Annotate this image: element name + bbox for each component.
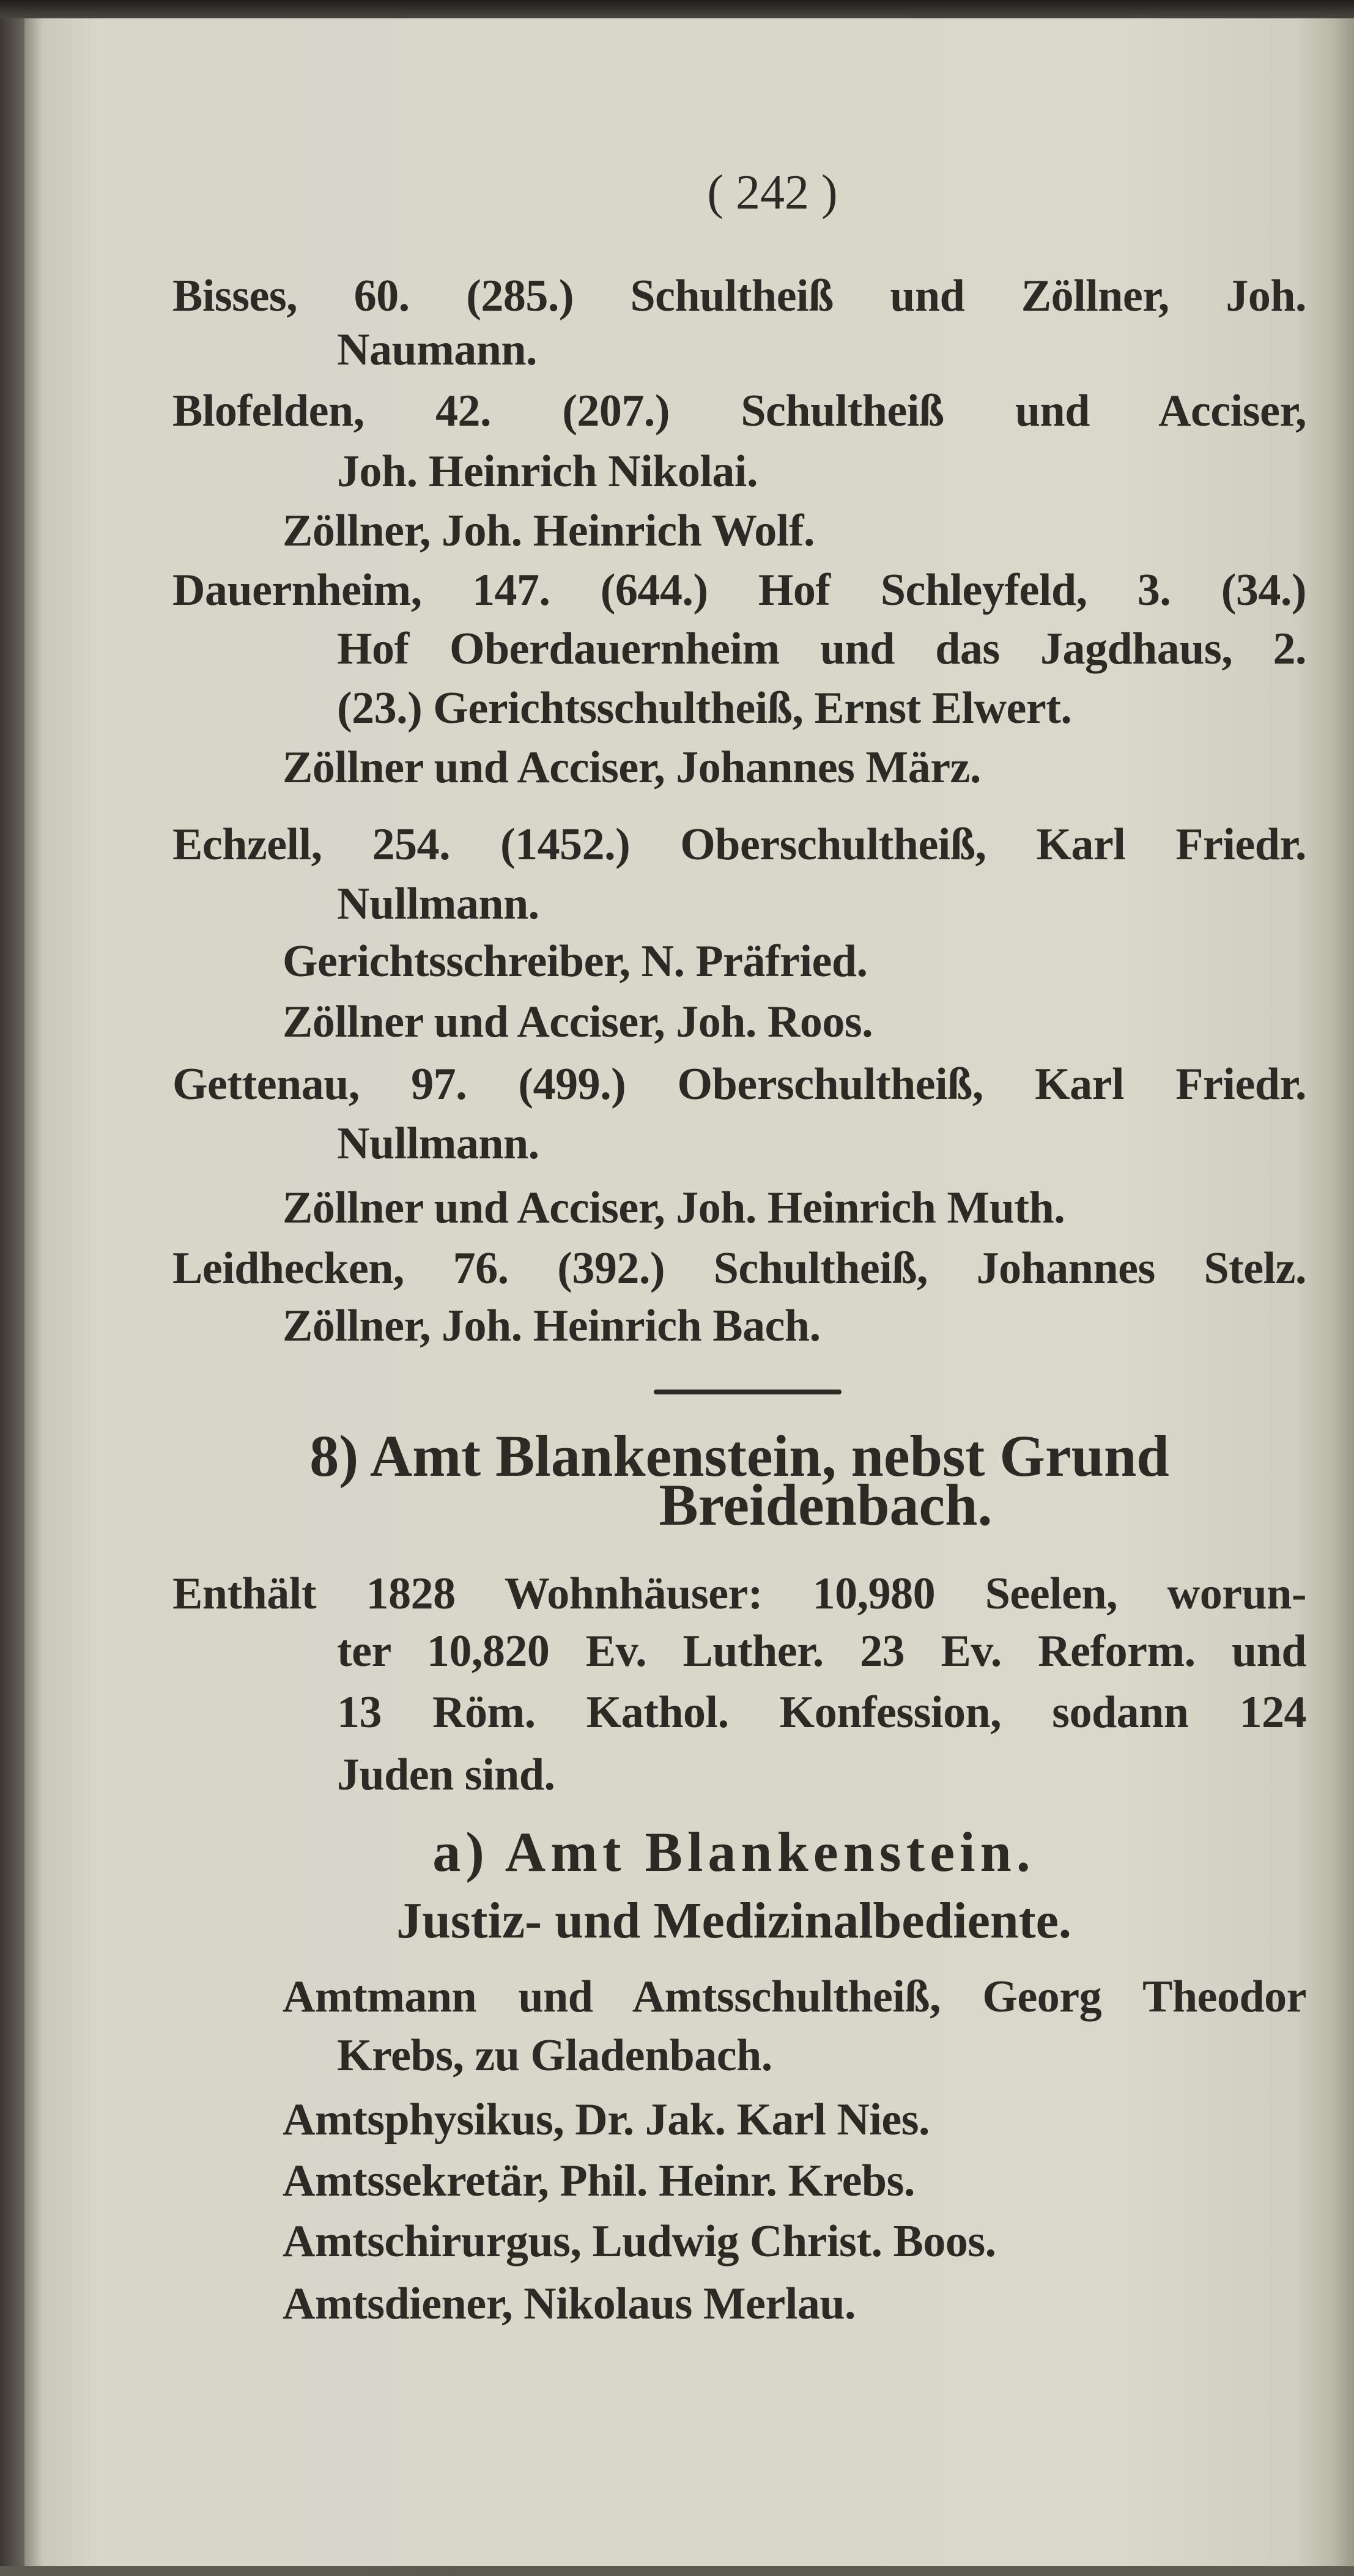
scan-bottom-edge bbox=[0, 2566, 1354, 2576]
entry-line: Nullmann. bbox=[337, 879, 539, 929]
entry-line: Dauernheim, 147. (644.) Hof Schleyfeld, 3. (34.) bbox=[172, 565, 1306, 615]
summary-line: ter 10,820 Ev. Luther. 23 Ev. Reform. und bbox=[337, 1626, 1306, 1676]
official-line: Amtschirurgus, Ludwig Christ. Boos. bbox=[283, 2216, 996, 2267]
entry-line: (23.) Gerichtsschultheiß, Ernst Elwert. bbox=[337, 683, 1072, 733]
entry-line: Bisses, 60. (285.) Schultheiß und Zöllner, Joh. bbox=[172, 271, 1306, 321]
book-spine-edge bbox=[0, 0, 27, 2576]
scan-top-edge bbox=[0, 0, 1354, 18]
official-line: Krebs, zu Gladenbach. bbox=[337, 2030, 772, 2081]
subsection-heading: a) Amt Blankenstein. bbox=[432, 1821, 1035, 1883]
summary-line: Enthält 1828 Wohnhäuser: 10,980 Seelen, worun- bbox=[172, 1569, 1306, 1619]
entry-line: Gettenau, 97. (499.) Oberschultheiß, Karl Friedr. bbox=[172, 1059, 1306, 1109]
summary-line: Juden sind. bbox=[337, 1750, 555, 1800]
entry-line: Nullmann. bbox=[337, 1119, 539, 1169]
entry-line: Zöllner und Acciser, Joh. Heinrich Muth. bbox=[283, 1183, 1065, 1233]
official-line: Amtsphysikus, Dr. Jak. Karl Nies. bbox=[283, 2095, 930, 2145]
summary-line: 13 Röm. Kathol. Konfession, sodann 124 bbox=[337, 1687, 1306, 1738]
entry-line: Joh. Heinrich Nikolai. bbox=[337, 446, 758, 497]
entry-line: Zöllner, Joh. Heinrich Wolf. bbox=[283, 506, 815, 556]
entry-line: Hof Oberdauernheim und das Jagdhaus, 2. bbox=[337, 624, 1306, 674]
entry-line: Zöllner und Acciser, Joh. Roos. bbox=[283, 997, 873, 1047]
section-heading-line2: Breidenbach. bbox=[659, 1472, 993, 1538]
entry-line: Zöllner, Joh. Heinrich Bach. bbox=[283, 1301, 821, 1351]
official-line: Amtmann und Amtsschultheiß, Georg Theodor bbox=[283, 1972, 1306, 2022]
entry-line: Naumann. bbox=[337, 325, 538, 375]
official-line: Amtssekretär, Phil. Heinr. Krebs. bbox=[283, 2156, 915, 2206]
section-divider bbox=[654, 1390, 842, 1394]
entry-line: Gerichtsschreiber, N. Präfried. bbox=[283, 936, 868, 986]
page-number: ( 242 ) bbox=[707, 166, 838, 220]
entry-line: Echzell, 254. (1452.) Oberschultheiß, Karl Friedr. bbox=[172, 820, 1306, 870]
section-heading-line1: 8) Amt Blankenstein, nebst Grund bbox=[309, 1423, 1169, 1489]
category-heading: Justiz- und Medizinalbediente. bbox=[396, 1892, 1071, 1949]
entry-line: Leidhecken, 76. (392.) Schultheiß, Johannes Stelz. bbox=[172, 1243, 1306, 1294]
entry-line: Zöllner und Acciser, Johannes März. bbox=[283, 742, 981, 793]
entry-line: Blofelden, 42. (207.) Schultheiß und Acciser, bbox=[172, 386, 1306, 436]
official-line: Amtsdiener, Nikolaus Merlau. bbox=[283, 2279, 856, 2329]
